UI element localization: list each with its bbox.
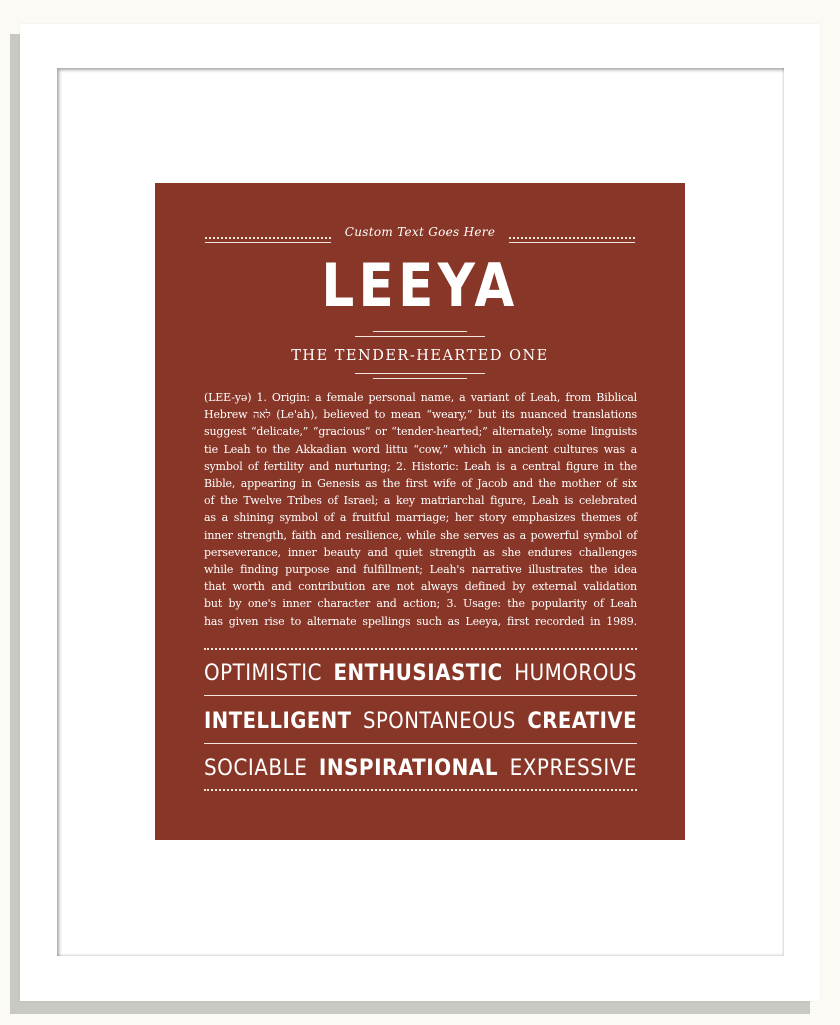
definition-line: tie Leah to the Akkadian word littu “cow,” which in ancient cultures was a: [204, 442, 637, 456]
trait-word: INSPIRATIONAL: [318, 755, 499, 781]
traits-top-dotted-divider: [204, 648, 637, 650]
trait-word: EXPRESSIVE: [509, 755, 637, 781]
subtitle: THE TENDER-HEARTED ONE: [291, 348, 549, 364]
custom-text: Custom Text Goes Here: [344, 225, 496, 239]
trait-word: OPTIMISTIC: [204, 660, 322, 686]
subtitle-rule-1: [355, 373, 485, 374]
trait-row-1: [204, 655, 637, 691]
trait-divider-1: [204, 695, 637, 696]
trait-word: INTELLIGENT: [204, 708, 352, 734]
subtitle-rule-2: [373, 378, 467, 379]
trait-word: SPONTANEOUS: [363, 708, 516, 734]
definition-line: inner strength, faith and resilience, while she serves as a powerful symbol of: [204, 528, 637, 542]
trait-row-3: [204, 750, 637, 786]
definition-line: perseverance, inner beauty and quiet strength as she endures challenges: [204, 545, 637, 559]
definition-line: but by one's inner character and action; 3. Usage: the popularity of Leah: [204, 597, 637, 611]
definition-line: has given rise to alternate spellings such as Leeya, first recorded in 1989.: [204, 614, 637, 628]
name-title: LEEYA: [321, 251, 519, 321]
name-print: [155, 183, 685, 840]
trait-word: HUMOROUS: [514, 660, 637, 686]
title-rule-top-2: [355, 336, 485, 337]
definition-line: of the Twelve Tribes of Israel; a key matriarchal figure, Leah is celebrated: [204, 494, 637, 508]
definition-line: while finding purpose and fulfillment; Leah's narrative illustrates the idea: [204, 563, 637, 577]
definition-line: Hebrew לאה (Le'ah), believed to mean “weary,” but its nuanced translations: [204, 408, 637, 422]
definition-line: that worth and contribution are not always defined by external validation: [204, 580, 637, 594]
definition-line: as a shining symbol of a fruitful marriage; her story emphasizes themes of: [204, 511, 637, 525]
left-rule-ornament: [205, 242, 331, 243]
traits-bottom-dotted-divider: [204, 789, 637, 791]
definition-line: (LEE-yə) 1. Origin: a female personal name, a variant of Leah, from Biblical: [204, 391, 637, 404]
right-rule-ornament: [509, 242, 635, 243]
title-rule-top-1: [373, 331, 467, 332]
trait-divider-2: [204, 743, 637, 744]
right-dotted-ornament: [509, 237, 635, 239]
trait-row-2: [204, 703, 637, 739]
trait-word: SOCIABLE: [204, 755, 308, 781]
definition-line: symbol of fertility and nurturing; 2. Historic: Leah is a central figure in the: [204, 459, 637, 473]
definition-line: suggest “delicate,” “gracious” or “tender-hearted;” alternately, some linguists: [204, 425, 637, 439]
trait-word: CREATIVE: [527, 708, 637, 734]
trait-word: ENTHUSIASTIC: [333, 660, 503, 686]
name-definition: [204, 389, 637, 630]
custom-text-row: [205, 221, 635, 247]
definition-line: Bible, appearing in Genesis as the first wife of Jacob and the mother of six: [204, 477, 637, 491]
